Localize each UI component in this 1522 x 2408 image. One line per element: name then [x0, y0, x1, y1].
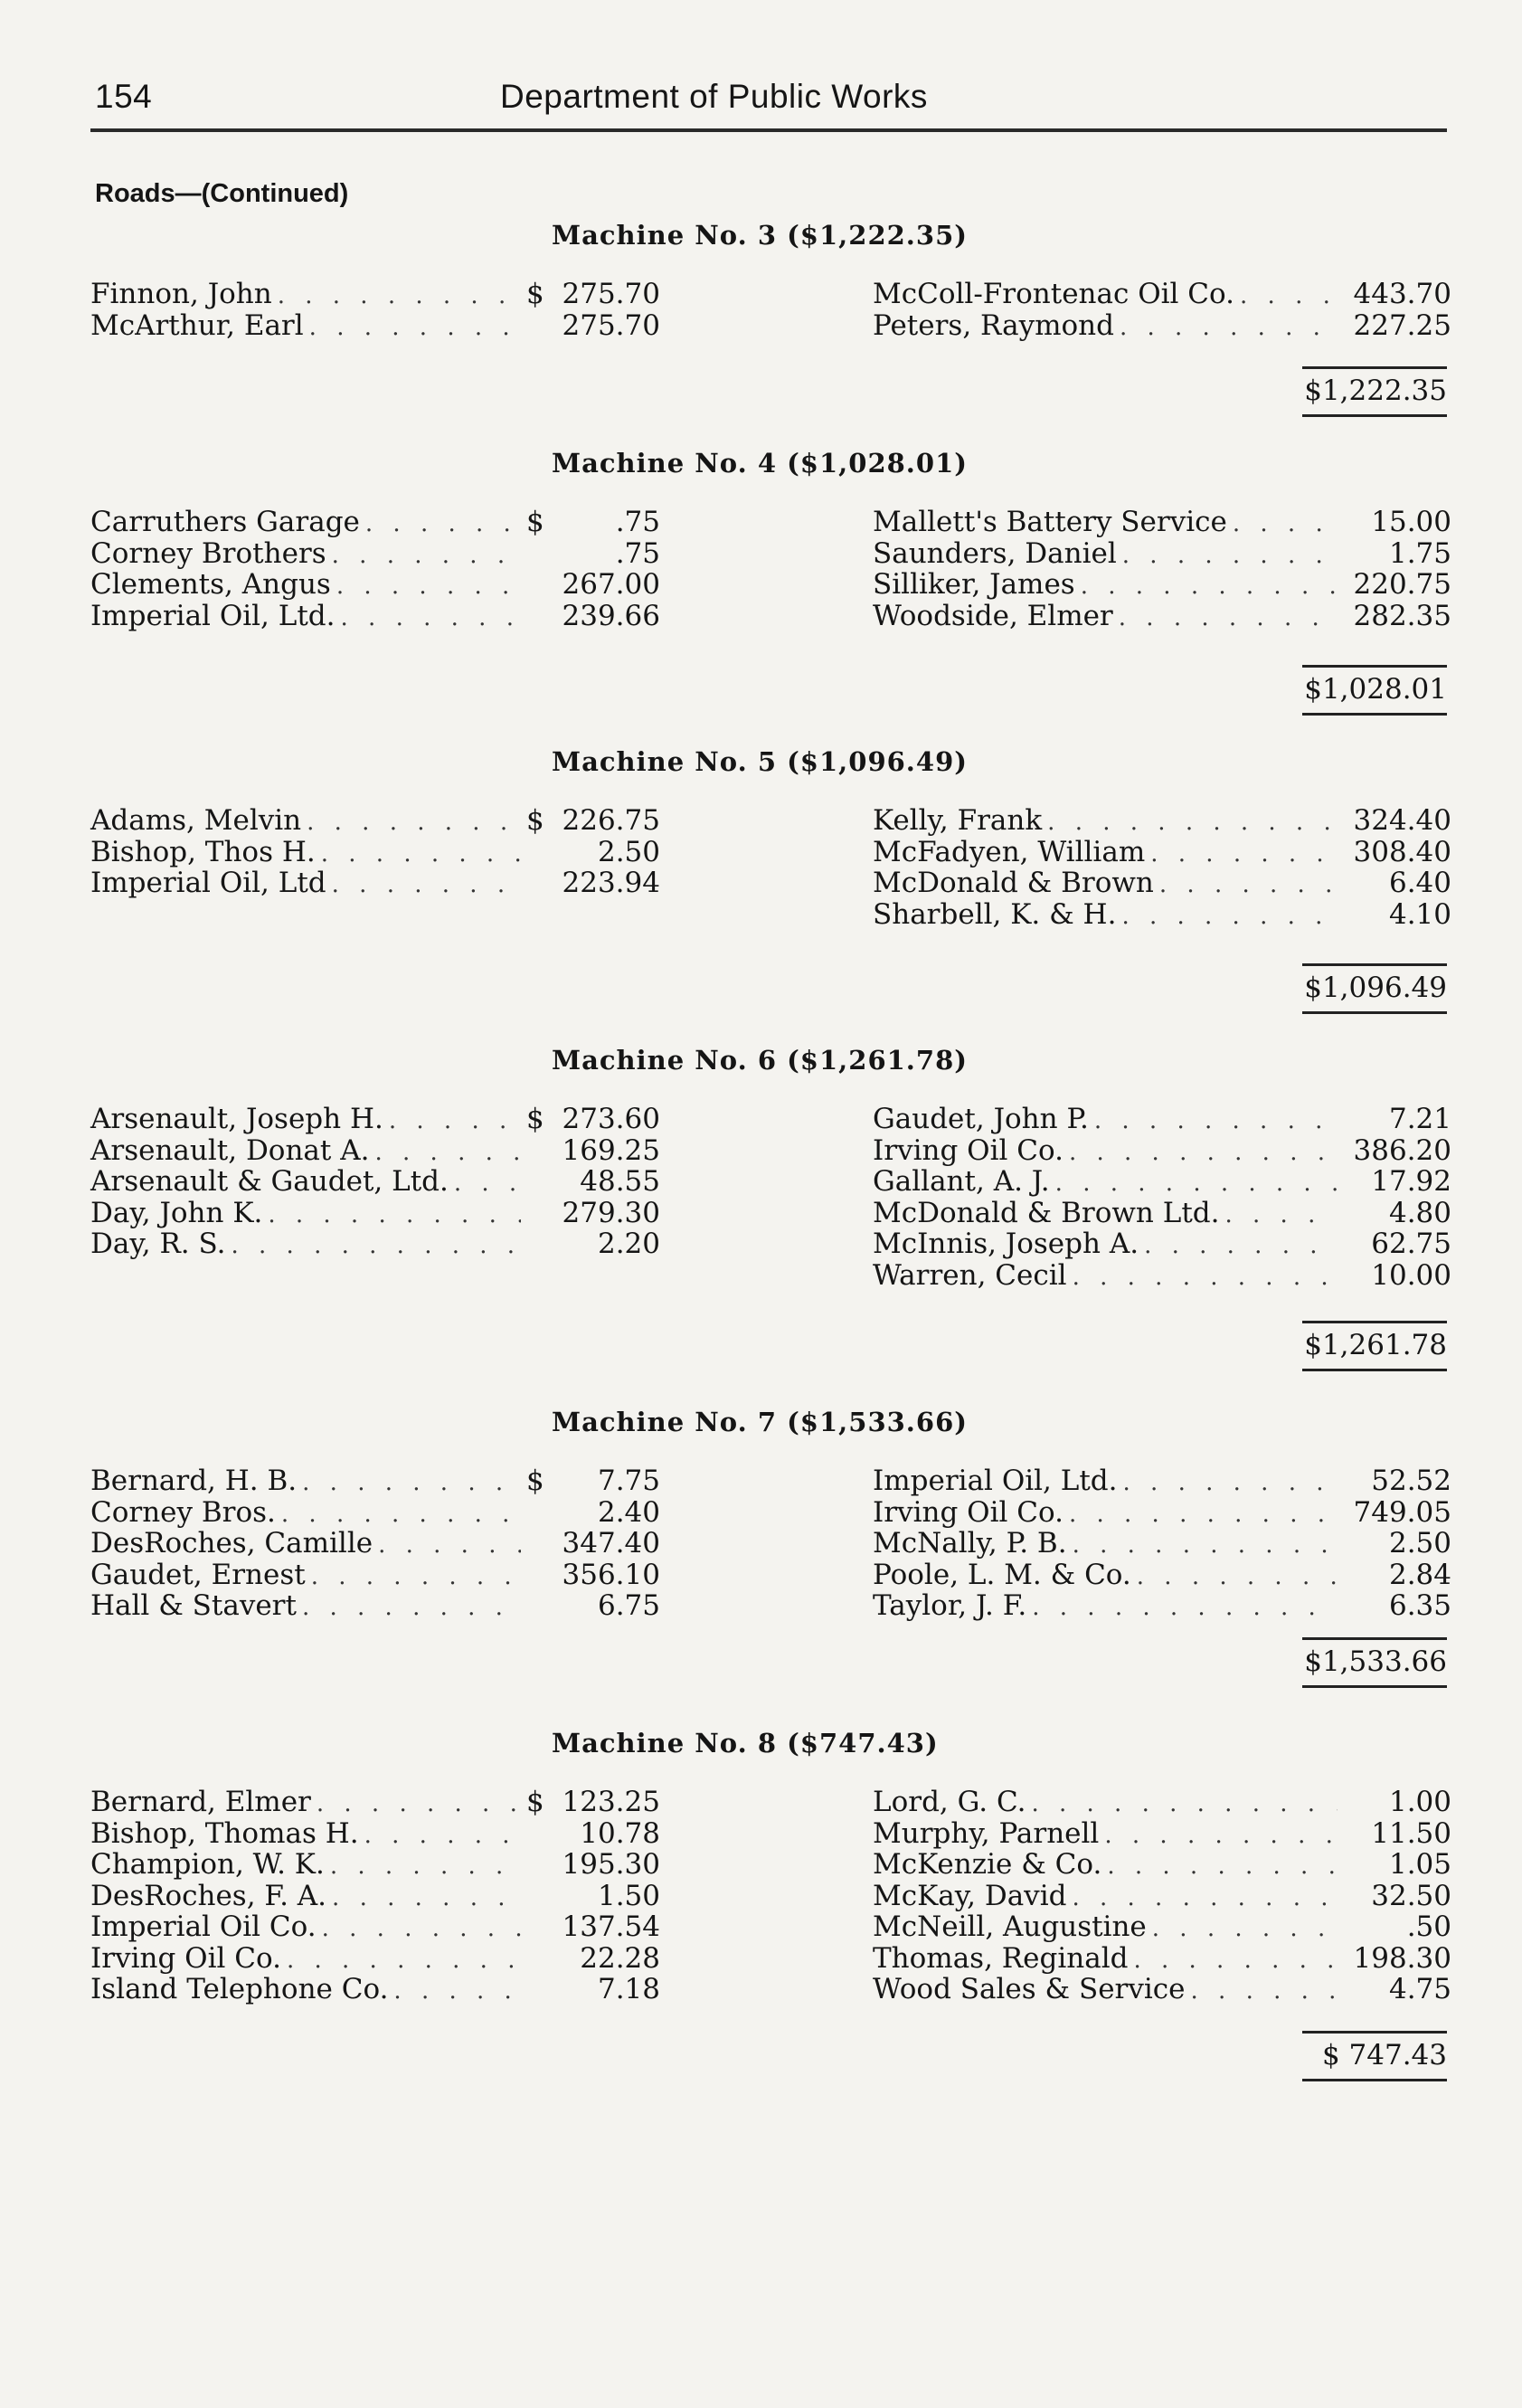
amount: 6.35 [1388, 1589, 1451, 1622]
payee-name: Adams, Melvin [90, 804, 302, 837]
dot-leader [365, 508, 521, 540]
ledger-entry [90, 1881, 660, 1912]
machine-title: Machine No. 3 ($1,222.35) [552, 220, 968, 251]
dot-leader [1120, 312, 1338, 344]
payee-name: Arsenault & Gaudet, Ltd. [90, 1165, 449, 1198]
ledger-entry [873, 1104, 1451, 1135]
ledger-entry [873, 1818, 1451, 1850]
amount: .75 [615, 536, 660, 570]
total-rule [1302, 2079, 1447, 2081]
right-column [873, 279, 1451, 341]
payee-name: Gaudet, John P. [873, 1103, 1089, 1135]
amount: 52.52 [1371, 1465, 1451, 1497]
dot-leader [1073, 1262, 1338, 1294]
dot-leader [454, 1168, 521, 1199]
payee-name: Bishop, Thomas H. [90, 1816, 359, 1850]
ledger-entry [90, 867, 660, 899]
ledger-entry [873, 805, 1451, 837]
amount: 195.30 [562, 1848, 660, 1881]
ledger-entry [873, 1260, 1451, 1292]
left-column [90, 1104, 660, 1260]
dot-leader [1031, 1788, 1338, 1820]
page-header [95, 78, 1447, 123]
ledger-entry [90, 1849, 660, 1881]
total-rule [1302, 2031, 1447, 2034]
ledger-entry [90, 1590, 660, 1622]
amount: 15.00 [1371, 506, 1451, 538]
dollar-sign: $ [526, 804, 544, 837]
dot-leader [321, 839, 521, 870]
payee-name: McKenzie & Co. [873, 1848, 1102, 1881]
amount: 7.18 [597, 1973, 660, 2005]
left-column [90, 507, 660, 631]
dot-leader [1081, 571, 1338, 602]
machine-total [1302, 366, 1447, 417]
payee-name: DesRoches, F. A. [90, 1879, 327, 1912]
amount: 267.00 [562, 568, 660, 601]
payee-name: McArthur, Earl [90, 308, 304, 342]
ledger-entry [90, 1228, 660, 1260]
dot-leader [309, 312, 521, 344]
amount: 7.75 [597, 1465, 660, 1497]
ledger-entry [873, 279, 1451, 310]
amount: 10.78 [580, 1816, 660, 1850]
payee-name: Imperial Oil, Ltd. [90, 599, 336, 632]
ledger-entry [873, 1974, 1451, 2005]
dot-leader [1150, 839, 1338, 870]
machine-title: Machine No. 8 ($747.43) [552, 1728, 939, 1759]
amount: 6.75 [597, 1589, 660, 1622]
amount: 22.28 [580, 1941, 660, 1975]
payee-name: Champion, W. K. [90, 1848, 325, 1881]
ledger-entry [90, 1198, 660, 1229]
machine-title: Machine No. 6 ($1,261.78) [552, 1045, 968, 1076]
payee-name: Silliker, James [873, 568, 1075, 601]
payee-name: Arsenault, Donat A. [90, 1133, 370, 1167]
dot-leader [302, 1592, 521, 1624]
dot-leader [317, 1788, 521, 1820]
ledger-entry [90, 601, 660, 632]
payee-name: Irving Oil Co. [873, 1133, 1064, 1167]
amount: 239.66 [562, 599, 660, 632]
ledger-entry [873, 899, 1451, 931]
dot-leader [322, 1913, 521, 1945]
amount: 356.10 [562, 1558, 660, 1591]
ledger-entry [873, 1528, 1451, 1560]
payee-name: McInnis, Joseph A. [873, 1228, 1139, 1260]
amount: 198.30 [1353, 1941, 1451, 1975]
right-column [873, 1787, 1451, 2005]
amount: 273.60 [562, 1103, 660, 1135]
dot-leader [302, 1467, 521, 1499]
total-rule [1302, 366, 1447, 369]
payee-name: Imperial Oil, Ltd [90, 867, 326, 899]
amount: 4.75 [1388, 1973, 1451, 2005]
ledger-entry [873, 1166, 1451, 1198]
dot-leader [332, 540, 521, 572]
amount: 347.40 [562, 1527, 660, 1560]
ledger-entry [90, 1497, 660, 1529]
ledger-entry [90, 837, 660, 868]
ledger-entry [873, 538, 1451, 570]
ledger-entry [90, 507, 660, 538]
amount: 137.54 [562, 1910, 660, 1943]
ledger-entry [90, 310, 660, 342]
ledger-entry [90, 279, 660, 310]
machine-total [1302, 963, 1447, 1014]
payee-name: Taylor, J. F. [873, 1589, 1027, 1622]
dot-leader [1073, 1530, 1338, 1561]
ledger-entry [90, 1528, 660, 1560]
ledger-entry [90, 1818, 660, 1850]
amount: 4.80 [1388, 1196, 1451, 1229]
dot-leader [281, 1499, 521, 1531]
amount: 223.94 [562, 867, 660, 899]
ledger-entry [873, 1787, 1451, 1818]
ledger-entry [873, 1497, 1451, 1529]
amount: 17.92 [1371, 1165, 1451, 1198]
payee-name: Island Telephone Co. [90, 1973, 389, 2005]
payee-name: Wood Sales & Service [873, 1973, 1186, 2005]
amount: 279.30 [562, 1196, 660, 1229]
payee-name: McFadyen, William [873, 835, 1146, 868]
left-column [90, 1787, 660, 2005]
amount: 275.70 [562, 278, 660, 310]
amount: 1.00 [1388, 1786, 1451, 1818]
machine-total [1302, 1637, 1447, 1688]
payee-name: Corney Bros. [90, 1495, 276, 1529]
amount: 2.20 [597, 1228, 660, 1260]
payee-name: McKay, David [873, 1879, 1067, 1912]
ledger-entry [873, 1911, 1451, 1943]
amount: 6.40 [1388, 867, 1451, 899]
dot-leader [336, 571, 521, 602]
dot-leader [1094, 1105, 1338, 1137]
total-amount: $1,533.66 [1304, 1645, 1447, 1678]
amount: .50 [1406, 1910, 1451, 1943]
amount: 220.75 [1353, 568, 1451, 601]
dollar-sign: $ [526, 506, 544, 538]
dot-leader [231, 1230, 521, 1262]
amount: 2.50 [597, 835, 660, 868]
amount: 48.55 [580, 1165, 660, 1198]
ledger-entry [873, 1560, 1451, 1591]
dot-leader [1121, 901, 1338, 933]
amount: 282.35 [1353, 599, 1451, 632]
amount: 123.25 [562, 1786, 660, 1818]
amount: 749.05 [1353, 1495, 1451, 1529]
amount: 2.50 [1388, 1527, 1451, 1560]
machine-title: Machine No. 5 ($1,096.49) [552, 746, 968, 777]
left-column [90, 805, 660, 899]
amount: 308.40 [1353, 835, 1451, 868]
ledger-entry [90, 1135, 660, 1167]
ledger-entry [90, 805, 660, 837]
amount: .75 [615, 506, 660, 538]
dot-leader [1152, 1913, 1338, 1945]
dollar-sign: $ [526, 1465, 544, 1497]
left-column [90, 279, 660, 341]
payee-name: Peters, Raymond [873, 308, 1114, 342]
dot-leader [307, 807, 521, 839]
payee-name: McDonald & Brown Ltd. [873, 1196, 1220, 1229]
right-column [873, 805, 1451, 930]
dollar-sign: $ [526, 278, 544, 310]
page-number: 154 [95, 78, 153, 115]
ledger-entry [873, 310, 1451, 342]
ledger-entry [90, 1560, 660, 1591]
payee-name: Corney Brothers [90, 536, 326, 570]
dot-leader [364, 1820, 521, 1852]
payee-name: Lord, G. C. [873, 1786, 1026, 1818]
ledger-entry [90, 1787, 660, 1818]
amount: 226.75 [562, 804, 660, 837]
total-amount: $1,261.78 [1304, 1329, 1447, 1361]
dot-leader [1123, 1467, 1338, 1499]
dollar-sign: $ [526, 1103, 544, 1135]
ledger-entry [90, 569, 660, 601]
ledger-entry [90, 1911, 660, 1943]
page-title: Department of Public Works [500, 78, 928, 115]
ledger-entry [90, 1166, 660, 1198]
ledger-entry [873, 1198, 1451, 1229]
dot-leader [287, 1945, 521, 1977]
ledger-entry [90, 538, 660, 570]
total-rule [1302, 1011, 1447, 1014]
amount: 7.21 [1388, 1103, 1451, 1135]
machine-total [1302, 665, 1447, 716]
amount: 2.40 [597, 1495, 660, 1529]
dot-leader [1119, 602, 1338, 634]
payee-name: Murphy, Parnell [873, 1816, 1100, 1850]
ledger-entry [873, 867, 1451, 899]
payee-name: Gallant, A. J. [873, 1165, 1050, 1198]
dot-leader [311, 1561, 521, 1593]
total-amount: $1,096.49 [1304, 972, 1447, 1004]
dot-leader [1225, 1199, 1338, 1231]
payee-name: Kelly, Frank [873, 804, 1043, 837]
payee-name: Finnon, John [90, 278, 272, 310]
dot-leader [1240, 280, 1338, 312]
ledger-entry [90, 1974, 660, 2005]
payee-name: McNally, P. B. [873, 1527, 1067, 1560]
dot-leader [1032, 1592, 1338, 1624]
total-rule [1302, 1369, 1447, 1371]
amount: 386.20 [1353, 1133, 1451, 1167]
dot-leader [1191, 1976, 1338, 2007]
payee-name: Hall & Stavert [90, 1589, 297, 1622]
ledger-entry [873, 1135, 1451, 1167]
ledger-entry [873, 569, 1451, 601]
payee-name: Clements, Angus [90, 568, 331, 601]
total-rule [1302, 963, 1447, 966]
dot-leader [378, 1530, 521, 1561]
right-column [873, 1465, 1451, 1622]
payee-name: McColl-Frontenac Oil Co. [873, 278, 1235, 310]
dot-leader [268, 1199, 521, 1231]
dot-leader [332, 1882, 521, 1914]
total-rule [1302, 414, 1447, 417]
total-rule [1302, 713, 1447, 716]
dot-leader [393, 1976, 521, 2007]
ledger-entry [873, 601, 1451, 632]
amount: 443.70 [1353, 278, 1451, 310]
dot-leader [1122, 540, 1338, 572]
payee-name: Saunders, Daniel [873, 536, 1117, 570]
dot-leader [332, 869, 521, 901]
ledger-entry [873, 507, 1451, 538]
amount: 32.50 [1371, 1879, 1451, 1912]
amount: 169.25 [562, 1133, 660, 1167]
dollar-sign: $ [526, 1786, 544, 1818]
dot-leader [1069, 1137, 1338, 1169]
ledger-entry [90, 1465, 660, 1497]
amount: 1.50 [597, 1879, 660, 1912]
amount: 2.84 [1388, 1558, 1451, 1591]
payee-name: Imperial Oil, Ltd. [873, 1465, 1118, 1497]
payee-name: McNeill, Augustine [873, 1910, 1147, 1943]
ledger-entry [873, 1849, 1451, 1881]
dot-leader [1055, 1168, 1338, 1199]
dot-leader [374, 1137, 521, 1169]
right-column [873, 1104, 1451, 1291]
amount: 324.40 [1353, 804, 1451, 837]
ledger-entry [90, 1943, 660, 1975]
amount: 275.70 [562, 308, 660, 342]
payee-name: Thomas, Reginald [873, 1941, 1129, 1975]
dot-leader [278, 280, 521, 312]
dot-leader [330, 1851, 521, 1882]
total-amount: $ 747.43 [1321, 2039, 1447, 2071]
payee-name: Sharbell, K. & H. [873, 897, 1117, 931]
dot-leader [1104, 1820, 1338, 1852]
amount: 227.25 [1353, 308, 1451, 342]
payee-name: Warren, Cecil [873, 1258, 1067, 1292]
ledger-entry [873, 1881, 1451, 1912]
dot-leader [341, 602, 521, 634]
amount: 1.05 [1388, 1848, 1451, 1881]
ledger-entry [90, 1104, 660, 1135]
dot-leader [1072, 1882, 1338, 1914]
dot-leader [1233, 508, 1338, 540]
payee-name: McDonald & Brown [873, 867, 1154, 899]
left-column [90, 1465, 660, 1622]
payee-name: Gaudet, Ernest [90, 1558, 306, 1591]
machine-title: Machine No. 7 ($1,533.66) [552, 1407, 968, 1437]
payee-name: Bernard, H. B. [90, 1465, 298, 1497]
ledger-entry [873, 1590, 1451, 1622]
payee-name: Mallett's Battery Service [873, 506, 1227, 538]
ledger-entry [873, 1943, 1451, 1975]
machine-total [1302, 1321, 1447, 1371]
section-caption: Roads—(Continued) [95, 179, 349, 208]
right-column [873, 507, 1451, 631]
dot-leader [1047, 807, 1338, 839]
amount: 10.00 [1371, 1258, 1451, 1292]
dot-leader [1137, 1561, 1338, 1593]
dot-leader [1159, 869, 1338, 901]
dot-leader [1069, 1499, 1338, 1531]
dot-leader [1144, 1230, 1338, 1262]
payee-name: Irving Oil Co. [873, 1495, 1064, 1529]
amount: 62.75 [1371, 1228, 1451, 1260]
payee-name: Day, R. S. [90, 1228, 226, 1260]
payee-name: Woodside, Elmer [873, 599, 1113, 632]
payee-name: Irving Oil Co. [90, 1941, 281, 1975]
dot-leader [389, 1105, 521, 1137]
payee-name: Bishop, Thos H. [90, 835, 316, 868]
total-amount: $1,222.35 [1304, 374, 1447, 407]
amount: 11.50 [1371, 1816, 1451, 1850]
payee-name: DesRoches, Camille [90, 1527, 373, 1560]
ledger-entry [873, 837, 1451, 868]
payee-name: Carruthers Garage [90, 506, 360, 538]
total-rule [1302, 1685, 1447, 1688]
payee-name: Day, John K. [90, 1196, 263, 1229]
amount: 4.10 [1388, 897, 1451, 931]
total-rule [1302, 1321, 1447, 1323]
payee-name: Poole, L. M. & Co. [873, 1558, 1131, 1591]
machine-title: Machine No. 4 ($1,028.01) [552, 448, 968, 479]
dot-leader [1107, 1851, 1338, 1882]
payee-name: Imperial Oil Co. [90, 1910, 317, 1943]
dot-leader [1133, 1945, 1338, 1977]
payee-name: Bernard, Elmer [90, 1786, 311, 1818]
amount: 1.75 [1388, 536, 1451, 570]
payee-name: Arsenault, Joseph H. [90, 1103, 383, 1135]
machine-total [1302, 2031, 1447, 2081]
ledger-entry [873, 1465, 1451, 1497]
total-rule [1302, 1637, 1447, 1640]
ledger-entry [873, 1228, 1451, 1260]
total-amount: $1,028.01 [1304, 673, 1447, 706]
header-rule [90, 128, 1447, 132]
total-rule [1302, 665, 1447, 668]
